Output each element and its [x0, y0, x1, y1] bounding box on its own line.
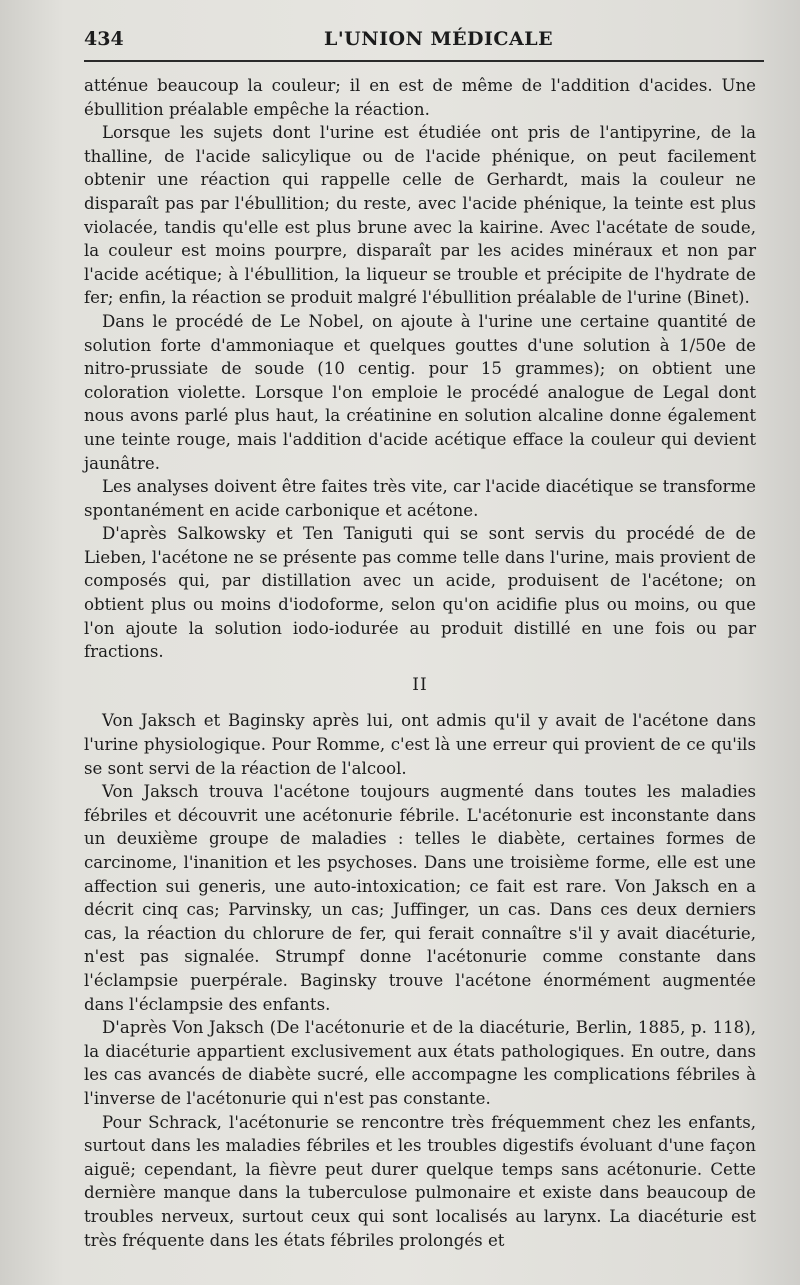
paragraph: Lorsque les sujets dont l'urine est étudiée ont pris de l'antipyrine, de la thalline, de l'acide salicylique ou de l'acide phénique, on peut facilement obtenir une réaction qui rappelle celle de Gerhardt, mais la couleur ne disparaît pas par l'ébullition; du reste, avec l'acide phénique, la teinte est plus violacée, tandis qu'elle est plus brune avec la kairine. Avec l'acétate de soude, la couleur est moins pourpre, disparaît par les acides minéraux et non par l'acide acétique; à l'ébullition, la liqueur se trouble et précipite de l'hydrate de fer; enfin, la réaction se produit malgré l'ébullition préalable de l'urine (Binet).: [84, 123, 756, 308]
section-heading: II: [412, 674, 428, 695]
paragraph: D'après Salkowsky et Ten Taniguti qui se sont servis du procédé de de Lieben, l'acétone ne se présente pas comme telle dans l'urine, mais provient de composés qui, par distillation avec un acide, produisent de l'acétone; on obtient plus ou moins d'iodoforme, selon qu'on acidifie plus ou moins, ou que l'on ajoute la solution iodo-iodurée au produit distillé en une fois ou par fractions.: [84, 524, 756, 662]
paragraph: D'après Von Jaksch (De l'acétonurie et de la diacéturie, Berlin, 1885, p. 118), la diacéturie appartient exclusivement aux états pathologiques. En outre, dans les cas avancés de diabète sucré, elle accompagne les complications fébriles à l'inverse de l'acétonurie qui n'est pas constante.: [84, 1018, 756, 1108]
article-body: [84, 74, 756, 1252]
paragraph: Pour Schrack, l'acétonurie se rencontre très fréquemment chez les enfants, surtout dans les maladies fébriles et les troubles digestifs évoluant d'une façon aiguë; cependant, la fièvre peut durer quelque temps sans acétonurie. Cette dernière manque dans la tuberculose pulmonaire et existe dans beaucoup de troubles nerveux, surtout ceux qui sont localisés au larynx. La diacéturie est très fréquente dans les états fébriles prolongés et: [84, 1112, 756, 1250]
paragraph: Dans le procédé de Le Nobel, on ajoute à l'urine une certaine quantité de solution forte d'ammoniaque et quelques gouttes d'une solution à 1/50e de nitro-prussiate de soude (10 centig. pour 15 grammes); on obtient une coloration violette. Lorsque l'on emploie le procédé analogue de Legal dont nous avons parlé plus haut, la créatinine en solution alcaline donne également une teinte rouge, mais l'addition d'acide acétique efface la couleur qui devient jaunâtre.: [84, 311, 756, 473]
page-number: 434: [84, 28, 124, 50]
header-rule: [84, 60, 764, 62]
paragraph: Von Jaksch trouva l'acétone toujours augmenté dans toutes les maladies fébriles et découvrit une acétonurie fébrile. L'acétonurie est inconstante dans un deuxième groupe de maladies : telles le diabète, certaines formes de carcinome, l'inanition et les psychoses. Dans une troisième forme, elle est une affection sui generis, une auto-intoxication; ce fait est rare. Von Jaksch en a décrit cinq cas; Parvinsky, un cas; Juffinger, un cas. Dans ces deux derniers cas, la réaction du chlorure de fer, qui ferait connaître s'il y avait diacéturie, n'est pas signalée. Strumpf donne l'acétonurie comme constante dans l'éclampsie puerpérale. Baginsky trouve l'acétone énormément augmentée dans l'éclampsie des enfants.: [84, 782, 756, 1014]
paragraph: Von Jaksch et Baginsky après lui, ont admis qu'il y avait de l'acétone dans l'urine physiologique. Pour Romme, c'est là une erreur qui provient de ce qu'ils se sont servi de la réaction de l'alcool.: [84, 711, 756, 778]
paragraph: Les analyses doivent être faites très vite, car l'acide diacétique se transforme spontanément en acide carbonique et acétone.: [84, 477, 756, 520]
running-header: [84, 28, 764, 58]
paragraph: atténue beaucoup la couleur; il en est de même de l'addition d'acides. Une ébullition préalable empêche la réaction.: [84, 76, 756, 119]
journal-title: L'UNION MÉDICALE: [324, 28, 554, 50]
